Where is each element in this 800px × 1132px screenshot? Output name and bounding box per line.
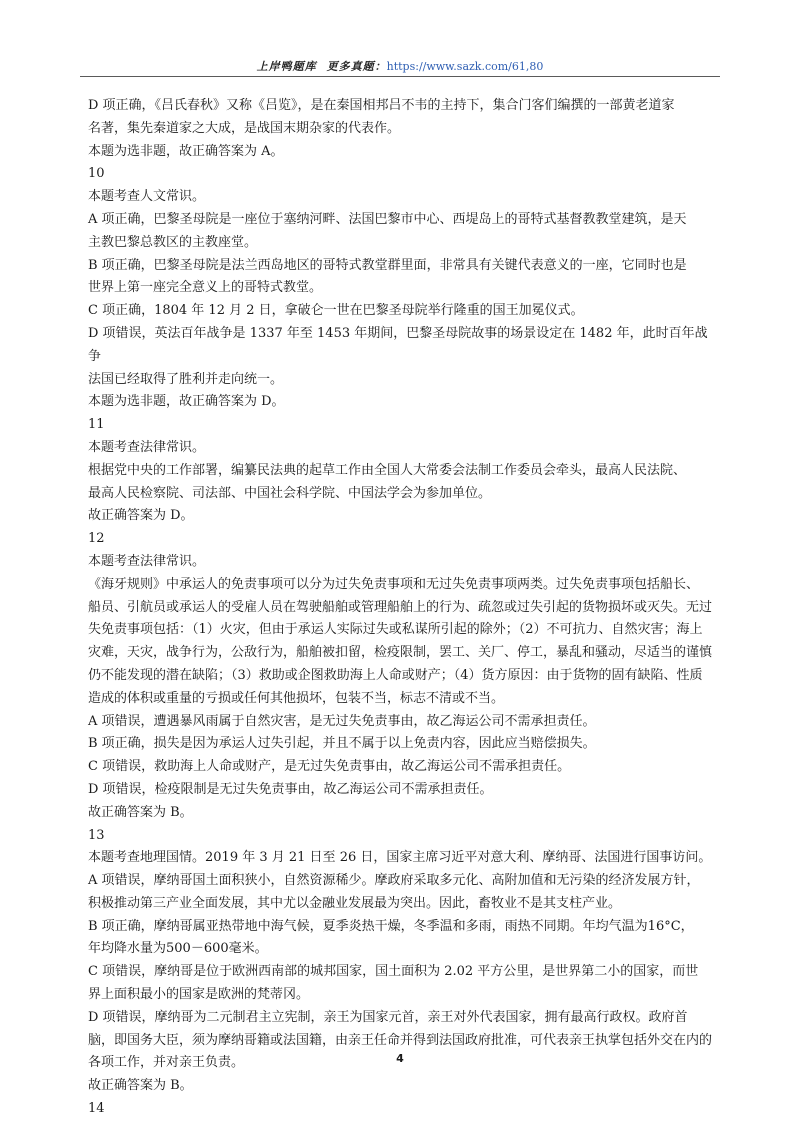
paragraph-line: 主教巴黎总教区的主教座堂。 [88, 234, 258, 250]
document-body [88, 95, 716, 1121]
question-number: 14 [88, 1101, 105, 1117]
paragraph-line: 界上面积最小的国家是欧洲的梵蒂冈。 [88, 987, 310, 1003]
header-divider [80, 76, 720, 77]
page-header [0, 60, 800, 74]
paragraph-line: 灾难，天灾，战争行为，公敌行为，船舶被扣留，检疫限制，罢工、关厂、停工，暴乱和骚动，尽适当的谨慎 [88, 645, 713, 661]
paragraph-line: 最高人民检察院、司法部、中国社会科学院、中国法学会为参加单位。 [88, 485, 492, 501]
paragraph-line: 造成的体积或重量的亏损或任何其他损坏，包装不当，标志不清或不当。 [88, 690, 505, 706]
paragraph-line: C 项错误，救助海上人命或财产，是无过失免责事由，故乙海运公司不需承担责任。 [88, 759, 571, 775]
paragraph-line: 本题为选非题，故正确答案为 A。 [88, 143, 284, 159]
paragraph-line: 船员、引航员或承运人的受雇人员在驾驶船舶或管理船舶上的行为、疏忽或过失引起的货物损坏或灭失。无过 [88, 599, 713, 615]
paragraph-line: 法国已经取得了胜利并走向统一。 [88, 371, 284, 387]
paragraph-line: 年均降水量为500－600毫米。 [88, 941, 268, 957]
paragraph-line: A 项正确，巴黎圣母院是一座位于塞纳河畔、法国巴黎市中心、西堤岛上的哥特式基督教教堂建筑，是天 [88, 211, 687, 227]
paragraph-line: D 项错误，英法百年战争是 1337 年至 1453 年期间，巴黎圣母院故事的场景设定在 1482 年，此时百年战争 [88, 325, 708, 364]
paragraph-line: 根据党中央的工作部署，编纂民法典的起草工作由全国人大常委会法制工作委员会牵头，最高人民法院、 [88, 462, 687, 478]
paragraph-line: C 项正确，1804 年 12 月 2 日，拿破仑一世在巴黎圣母院举行隆重的国王加冕仪式。 [88, 303, 584, 319]
paragraph-line: 本题为选非题，故正确答案为 D。 [88, 394, 285, 410]
paragraph-line: 本题考查人文常识。 [88, 189, 206, 205]
question-number: 10 [88, 166, 105, 182]
paragraph-line: B 项正确，巴黎圣母院是法兰西岛地区的哥特式教堂群里面，非常具有关键代表意义的一座，它同时也是 [88, 257, 687, 273]
paragraph-line: 各项工作，并对亲王负责。 [88, 1055, 245, 1071]
paragraph-line: 故正确答案为 B。 [88, 804, 193, 820]
paragraph-line: 仍不能发现的潜在缺陷；（3）救助或企图救助海上人命或财产；（4）货方原因：由于货物的固有缺陷、性质 [88, 667, 703, 683]
paragraph-line: 故正确答案为 B。 [88, 1078, 193, 1094]
paragraph-line: A 项错误，摩纳哥国土面积狭小，自然资源稀少。摩政府采取多元化、高附加值和无污染的经济发展方针， [88, 873, 700, 889]
paragraph-line: 名著，集先秦道家之大成，是战国末期杂家的代表作。 [88, 120, 401, 136]
paragraph-line: 本题考查地理国情。2019 年 3 月 21 日至 26 日，国家主席习近平对意大利、摩纳哥、法国进行国事访问。 [88, 850, 712, 866]
paragraph-line: B 项正确，损失是因为承运人过失引起，并且不属于以上免责内容，因此应当赔偿损失。 [88, 736, 596, 752]
paragraph-line: 脑，即国务大臣，须为摩纳哥籍或法国籍，由亲王任命并得到法国政府批准，可代表亲王执掌包括外交在内的 [88, 1032, 713, 1048]
paragraph-line: 积极推动第三产业全面发展，其中尤以金融业发展最为突出。因此，畜牧业不是其支柱产业。 [88, 895, 622, 911]
question-number: 11 [88, 417, 105, 433]
paragraph-line: D 项错误，检疫限制是无过失免责事由，故乙海运公司不需承担责任。 [88, 781, 493, 797]
paragraph-line: 本题考查法律常识。 [88, 553, 206, 569]
brand-name: 上岸鸭题库 [256, 60, 317, 73]
paragraph-line: A 项错误，遭遇暴风雨属于自然灾害，是无过失免责事由，故乙海运公司不需承担责任。 [88, 713, 596, 729]
paragraph-line: C 项错误，摩纳哥是位于欧洲西南部的城邦国家，国土面积为 2.02 平方公里，是世界第二小的国家，而世 [88, 964, 699, 980]
paragraph-line: B 项正确，摩纳哥属亚热带地中海气候，夏季炎热干燥，冬季温和多雨，雨热不同期。年均气温为16°C， [88, 918, 694, 934]
more-questions-label: 更多真题： [326, 60, 387, 73]
paragraph-line: 《海牙规则》中承运人的免责事项可以分为过失免责事项和无过失免责事项两类。过失免责事项包括船长、 [88, 576, 700, 592]
site-link[interactable]: https://www.sazk.com/61,80 [386, 60, 544, 73]
page-number: 4 [396, 1052, 404, 1065]
paragraph-line: 失免责事项包括：（1）火灾，但由于承运人实际过失或私谋所引起的除外；（2）不可抗力、自然灾害；海上 [88, 622, 703, 638]
question-number: 12 [88, 531, 105, 547]
question-number: 13 [88, 827, 105, 843]
paragraph-line: 故正确答案为 D。 [88, 508, 194, 524]
paragraph-line: 世界上第一座完全意义上的哥特式教堂。 [88, 280, 323, 296]
paragraph-line: D 项错误，摩纳哥为二元制君主立宪制，亲王为国家元首，亲王对外代表国家，拥有最高行政权。政府首 [88, 1009, 688, 1025]
paragraph-line: 本题考查法律常识。 [88, 439, 206, 455]
paragraph-line: D 项正确，《吕氏春秋》又称《吕览》，是在秦国相邦吕不韦的主持下，集合门客们编撰的一部黄老道家 [88, 98, 675, 113]
